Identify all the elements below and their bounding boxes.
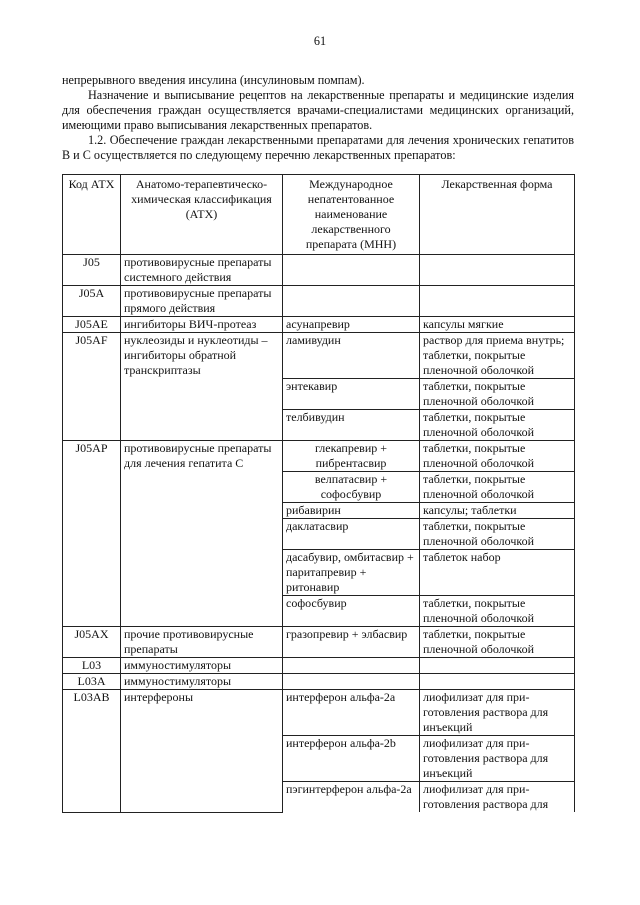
table-row [63, 627, 575, 658]
table-row [63, 317, 575, 333]
mnn-cell: гразопревир + элбасвир [283, 627, 420, 658]
form-cell: таблетки, покрытые пленочной оболочкой [420, 441, 575, 472]
form-cell [420, 286, 575, 317]
mnn-cell [283, 286, 420, 317]
mnn-cell: софосбувир [283, 596, 420, 627]
mnn-cell: дасабувир, омбитасвир + паритапревир + ритонавир [283, 550, 420, 596]
table-row [63, 690, 575, 736]
form-cell: раствор для приема внутрь; таблетки, покрытые пленочной оболочкой [420, 333, 575, 379]
atx-classification: интерфероны [121, 690, 283, 813]
atx-code: J05AF [63, 333, 121, 441]
atx-code: J05 [63, 255, 121, 286]
form-cell: таблетки, покрытые пленочной оболочкой [420, 379, 575, 410]
paragraph: непрерывного введения инсулина (инсулиновым помпам). [62, 73, 365, 87]
form-cell: таблетки, покрытые пленочной оболочкой [420, 519, 575, 550]
form-cell: таблеток набор [420, 550, 575, 596]
table-row [63, 286, 575, 317]
form-cell: таблетки, покрытые пленочной оболочкой [420, 472, 575, 503]
form-cell: капсулы мягкие [420, 317, 575, 333]
atx-classification: иммуностимуляторы [121, 674, 283, 690]
table-row [63, 658, 575, 674]
form-cell: таблетки, покрытые пленочной оболочкой [420, 596, 575, 627]
mnn-cell: даклатасвир [283, 519, 420, 550]
mnn-cell: телбивудин [283, 410, 420, 441]
table-row [63, 441, 575, 472]
mnn-cell: глекапревир + пибрентасвир [283, 441, 420, 472]
table-row [63, 674, 575, 690]
atx-code: J05A [63, 286, 121, 317]
header-code: Код АТХ [63, 175, 121, 255]
mnn-cell [283, 255, 420, 286]
atx-code: J05AP [63, 441, 121, 627]
form-cell [420, 255, 575, 286]
form-cell: таблетки, покрытые пленочной оболочкой [420, 627, 575, 658]
atx-drug-table [62, 174, 575, 813]
mnn-cell: велпатасвир + софосбувир [283, 472, 420, 503]
header-form: Лекарственная форма [420, 175, 575, 255]
mnn-cell: интерферон альфа-2b [283, 736, 420, 782]
atx-classification: противовирусные препараты прямого действия [121, 286, 283, 317]
mnn-cell: пэгинтерферон альфа-2а [283, 782, 420, 813]
header-mnn: Международное непатентованное наименование лекарственного препарата (МНН) [283, 175, 420, 255]
atx-classification: противовирусные препараты системного действия [121, 255, 283, 286]
form-cell [420, 674, 575, 690]
body-text [62, 73, 574, 163]
page-number: 61 [313, 34, 327, 48]
paragraph: Назначение и выписывание рецептов на лекарственные препараты и медицинские изделия для обеспечения граждан осуществляется врачами-специалистами медицинских организаций, имеющими право выписывания лекарственных препаратов. [62, 88, 574, 132]
form-cell [420, 658, 575, 674]
form-cell: таблетки, покрытые пленочной оболочкой [420, 410, 575, 441]
mnn-cell: рибавирин [283, 503, 420, 519]
table-row [63, 255, 575, 286]
header-classification: Анатомо-терапевтическо-химическая классификация (АТХ) [121, 175, 283, 255]
form-cell: капсулы; таблетки [420, 503, 575, 519]
atx-classification: прочие противовирусные препараты [121, 627, 283, 658]
mnn-cell: энтекавир [283, 379, 420, 410]
atx-classification: ингибиторы ВИЧ-протеаз [121, 317, 283, 333]
form-cell: лиофилизат для при-готовления раствора для инъекций [420, 736, 575, 782]
atx-code: L03A [63, 674, 121, 690]
mnn-cell: ламивудин [283, 333, 420, 379]
atx-classification: нуклеозиды и нуклеотиды – ингибиторы обратной транскриптазы [121, 333, 283, 441]
mnn-cell [283, 658, 420, 674]
mnn-cell: интерферон альфа-2а [283, 690, 420, 736]
table-header-row [63, 175, 575, 255]
paragraph: 1.2. Обеспечение граждан лекарственными препаратами для лечения хронических гепатитов В и С осуществляется по следующему перечню лекарственных препаратов: [62, 133, 574, 162]
form-cell: лиофилизат для при-готовления раствора для инъекций [420, 690, 575, 736]
table-row [63, 333, 575, 379]
atx-classification: иммуностимуляторы [121, 658, 283, 674]
atx-code: L03AB [63, 690, 121, 813]
mnn-cell [283, 674, 420, 690]
mnn-cell: асунапревир [283, 317, 420, 333]
atx-code: L03 [63, 658, 121, 674]
form-cell: лиофилизат для при-готовления раствора для [420, 782, 575, 813]
atx-classification: противовирусные препараты для лечения гепатита С [121, 441, 283, 627]
atx-code: J05AX [63, 627, 121, 658]
atx-code: J05AE [63, 317, 121, 333]
